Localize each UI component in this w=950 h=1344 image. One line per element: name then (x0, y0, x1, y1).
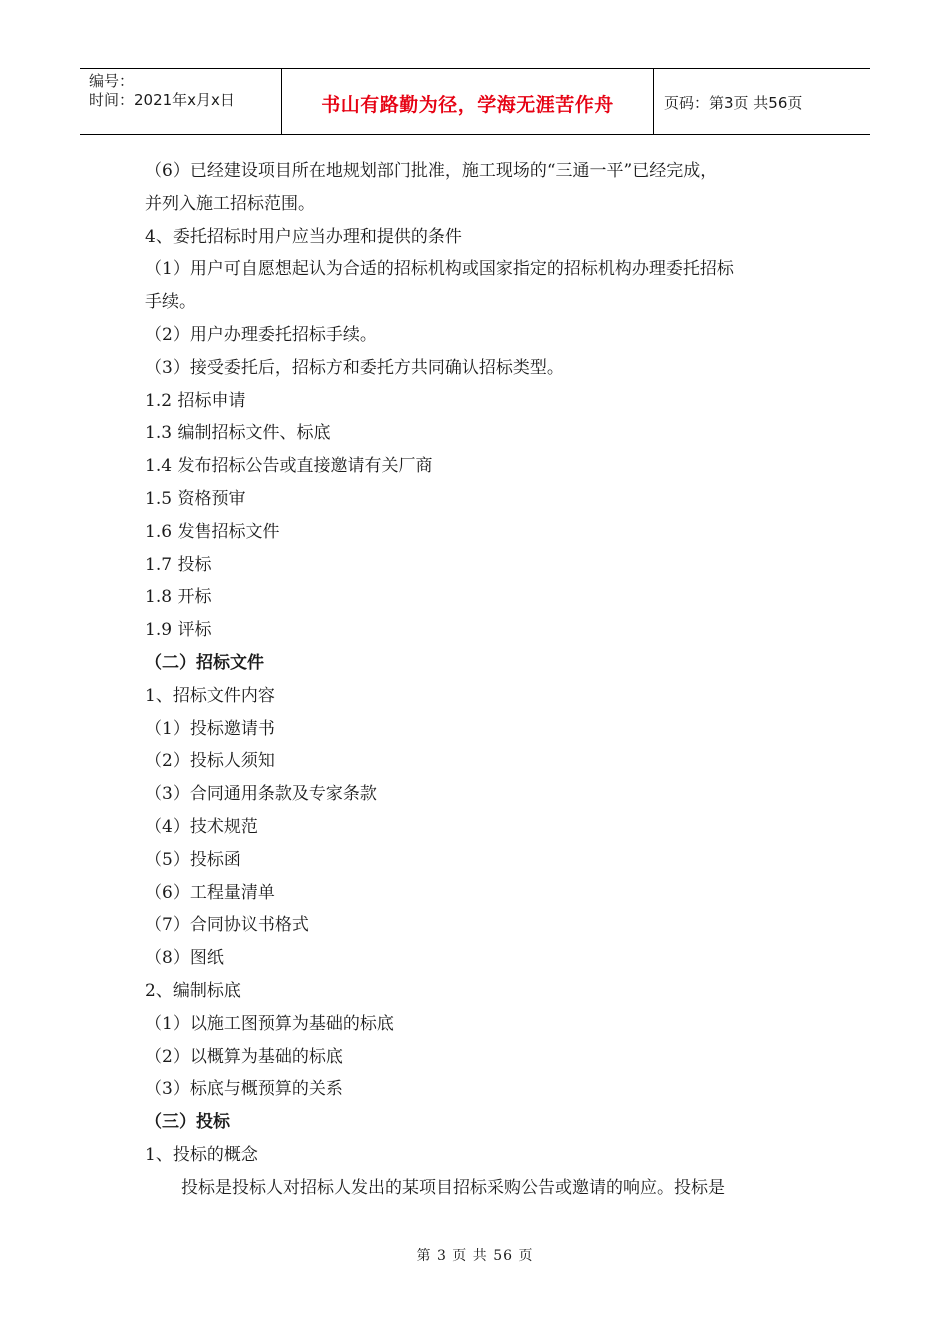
body-line: （1）以施工图预算为基础的标底 (145, 1013, 394, 1034)
body-line: （3）标底与概预算的关系 (145, 1079, 343, 1100)
body-line: （6）已经建设项目所在地规划部门批准，施工现场的“三通一平”已经完成， (145, 161, 718, 181)
body-line: 1.8 开标 (145, 587, 212, 608)
document-body (145, 155, 815, 1205)
body-line: （4）技术规范 (145, 816, 258, 837)
body-line: （2）以概算为基础的标底 (145, 1046, 343, 1067)
body-line: （5）投标函 (145, 849, 241, 870)
body-line: （8）图纸 (145, 948, 224, 969)
page-footer: 第 3 页 共 56 页 (416, 1248, 534, 1264)
header-meta (80, 69, 282, 134)
body-line: （1）用户可自愿想起认为合适的招标机构或国家指定的招标机构办理委托招标 (145, 259, 734, 280)
document-header (80, 68, 870, 135)
body-line: 投标是投标人对招标人发出的某项目招标采购公告或邀请的响应。投标是 (181, 1177, 725, 1198)
body-line: （1）投标邀请书 (145, 718, 275, 739)
body-line: 1.3 编制招标文件、标底 (145, 423, 331, 444)
body-line: 1.7 投标 (145, 554, 212, 575)
body-line: （3）合同通用条款及专家条款 (145, 784, 377, 805)
body-line: 手续。 (145, 292, 196, 313)
body-line: 2、编制标底 (145, 980, 241, 1001)
body-line: （3）接受委托后，招标方和委托方共同确认招标类型。 (145, 357, 564, 378)
header-date-label: 时间：2021年x月x日 (89, 91, 235, 109)
body-line: 1.6 发售招标文件 (145, 521, 280, 542)
body-line: 1、招标文件内容 (145, 685, 275, 706)
body-line: （2）投标人须知 (145, 751, 275, 772)
body-line: 并列入施工招标范围。 (145, 193, 315, 214)
header-number-label: 编号： (89, 72, 135, 90)
body-line: 1.4 发布招标公告或直接邀请有关厂商 (145, 456, 433, 477)
body-line: （7）合同协议书格式 (145, 915, 309, 936)
body-line: 1.5 资格预审 (145, 488, 246, 509)
body-line: 1、投标的概念 (145, 1144, 258, 1165)
body-line: （2）用户办理委托招标手续。 (145, 324, 377, 345)
body-line: 1.9 评标 (145, 620, 212, 641)
section-heading: （二）招标文件 (145, 652, 264, 673)
body-line: （6）工程量清单 (145, 882, 275, 903)
section-heading: （三）投标 (145, 1112, 230, 1133)
body-line: 4、委托招标时用户应当办理和提供的条件 (145, 226, 462, 247)
header-motto: 书山有路勤为径，学海无涯苦作舟 (282, 69, 654, 134)
header-page-info: 页码：第3页 共56页 (664, 94, 803, 112)
body-line: 1.2 招标申请 (145, 390, 246, 411)
